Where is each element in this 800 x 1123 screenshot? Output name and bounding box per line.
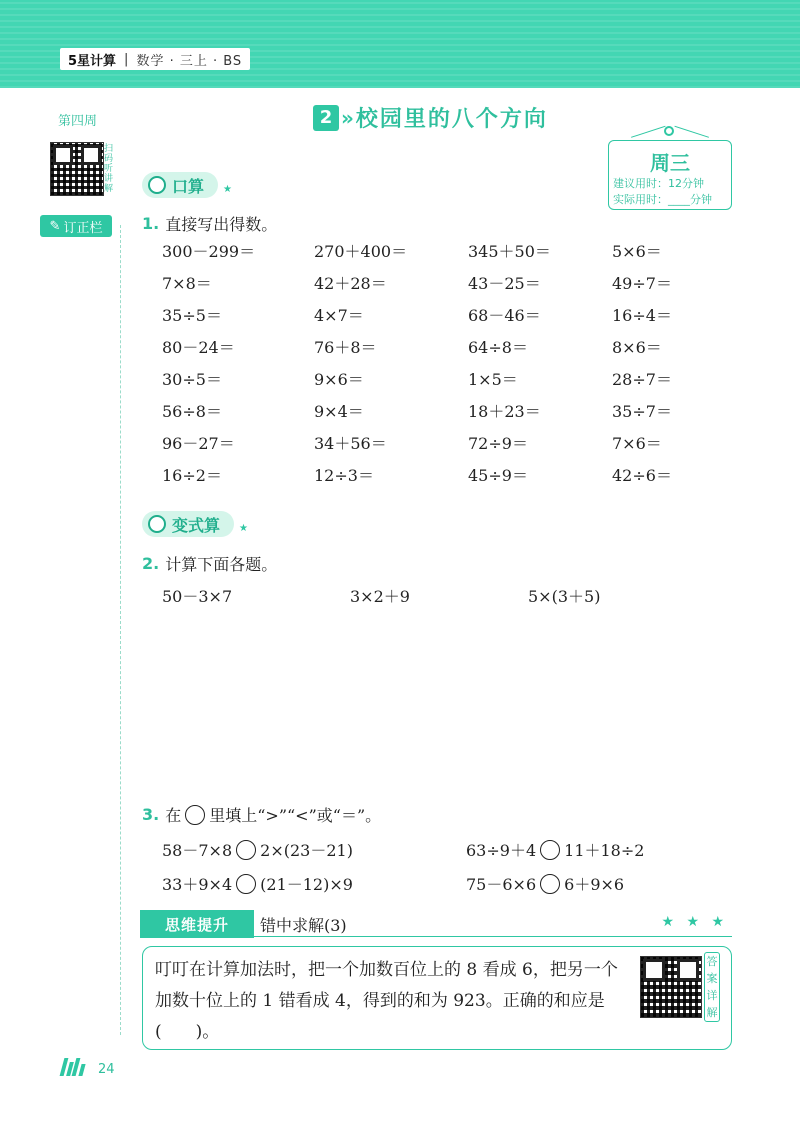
compare-left: 75－6×6 (466, 875, 537, 894)
compare-right: (21－12)×9 (260, 875, 353, 894)
oral-item: 5×6＝ (612, 242, 662, 261)
question-prompt: 直接写出得数。 (165, 215, 278, 234)
question-2-head (142, 552, 277, 575)
star-icon: ★ (239, 523, 249, 534)
oral-grid (162, 241, 722, 487)
correction-text: 订正栏 (63, 220, 103, 236)
question-prompt: 里填上“>”“<”或“＝”。 (209, 806, 382, 825)
section-badge-oral (142, 172, 233, 198)
oral-item: 8×6＝ (612, 338, 662, 357)
section-title: 口算 (172, 176, 205, 196)
oral-item: 42＋28＝ (314, 274, 387, 293)
oral-item: 34＋56＝ (314, 434, 387, 453)
day-card (608, 140, 732, 210)
answer-detail-tag: 答案详解 (704, 952, 720, 1022)
qr-code-icon[interactable] (640, 956, 702, 1018)
oral-item: 42÷6＝ (612, 466, 672, 485)
book-subtitle: 数学 · 三上 · BS (136, 53, 243, 69)
question-prompt: 在 (165, 806, 182, 825)
header-separator: | (124, 51, 129, 67)
thinking-subtitle: 错中求解(3) (260, 916, 347, 935)
calc-item: 5×(3＋5) (528, 587, 601, 606)
day-name: 周三 (650, 151, 690, 175)
oral-item: 345＋50＝ (468, 242, 551, 261)
oral-item: 1×5＝ (468, 370, 518, 389)
compare-item (162, 872, 353, 895)
star-icon: ★ (223, 184, 233, 195)
compare-right: 2×(23－21) (260, 841, 353, 860)
deco-bar (78, 1064, 85, 1076)
thinking-label: 思维提升 (140, 910, 254, 938)
oral-item: 18＋23＝ (468, 402, 541, 421)
question-number: 3. (142, 805, 160, 824)
oral-item: 56÷8＝ (162, 402, 222, 421)
problem-line: 叮叮在计算加法时，把一个加数百位上的 8 看成 6，把另一个 (155, 960, 618, 980)
week-label: 第四周 (58, 114, 98, 129)
compare-right: 11＋18÷2 (564, 841, 645, 860)
correction-label (40, 215, 112, 237)
oral-item: 30÷5＝ (162, 370, 222, 389)
oral-item: 270＋400＝ (314, 242, 408, 261)
star-rating-icon: ★ ★ ★ (661, 914, 728, 930)
header-band (0, 0, 800, 88)
oral-item: 43－25＝ (468, 274, 541, 293)
oral-item: 9×4＝ (314, 402, 364, 421)
question-number: 2. (142, 554, 160, 573)
oral-item: 28÷7＝ (612, 370, 672, 389)
compare-right: 6＋9×6 (564, 875, 625, 894)
oral-item: 16÷2＝ (162, 466, 222, 485)
qr-caption: 扫码听讲解 (104, 144, 114, 194)
blank-circle-icon (185, 805, 205, 825)
page-number: 24 (98, 1062, 115, 1077)
compare-blank[interactable] (540, 840, 560, 860)
pencil-icon: ✎ (49, 218, 61, 234)
lesson-title-text: 校园里的八个方向 (355, 107, 548, 132)
oral-item: 16÷4＝ (612, 306, 672, 325)
section-title: 变式算 (172, 515, 221, 535)
timer-icon (148, 176, 166, 194)
target-icon (148, 515, 166, 533)
qr-code-icon[interactable] (50, 142, 104, 196)
chevron-right-icon: » (341, 105, 354, 130)
compare-blank[interactable] (236, 840, 256, 860)
question-1-head (142, 212, 277, 235)
question-3-head (142, 803, 381, 826)
oral-item: 300－299＝ (162, 242, 256, 261)
lesson-title (313, 102, 548, 133)
compare-item (466, 872, 624, 895)
calc-item: 3×2＋9 (350, 587, 410, 606)
section-badge-variant (142, 511, 249, 537)
calc-item: 50－3×7 (162, 587, 233, 606)
oral-item: 45÷9＝ (468, 466, 528, 485)
problem-line: 加数十位上的 1 错看成 4，得到的和为 923。正确的和应是 (155, 991, 605, 1011)
suggested-time: 建议用时：12分钟 (613, 177, 704, 190)
oral-item: 9×6＝ (314, 370, 364, 389)
oral-item: 35÷5＝ (162, 306, 222, 325)
oral-item: 96－27＝ (162, 434, 235, 453)
question-prompt: 计算下面各题。 (165, 555, 278, 574)
margin-divider (120, 225, 121, 1035)
oral-item: 64÷8＝ (468, 338, 528, 357)
compare-left: 58－7×8 (162, 841, 233, 860)
thinking-underline (254, 936, 732, 937)
oral-item: 7×6＝ (612, 434, 662, 453)
oral-item: 12÷3＝ (314, 466, 374, 485)
compare-left: 63÷9＋4 (466, 841, 537, 860)
oral-item: 68－46＝ (468, 306, 541, 325)
oral-item: 4×7＝ (314, 306, 364, 325)
compare-item (162, 838, 353, 861)
compare-item (466, 838, 644, 861)
oral-item: 35÷7＝ (612, 402, 672, 421)
actual-time: 实际用时：____分钟 (613, 193, 712, 206)
oral-item: 80－24＝ (162, 338, 235, 357)
page-decoration-icon (62, 1058, 84, 1076)
oral-item: 72÷9＝ (468, 434, 528, 453)
oral-item: 49÷7＝ (612, 274, 672, 293)
compare-blank[interactable] (236, 874, 256, 894)
question-number: 1. (142, 214, 160, 233)
compare-blank[interactable] (540, 874, 560, 894)
book-brand: 5星计算 (68, 53, 117, 69)
thinking-header (140, 910, 732, 938)
oral-item: 7×8＝ (162, 274, 212, 293)
compare-left: 33＋9×4 (162, 875, 233, 894)
lesson-number: 2 (313, 105, 339, 131)
problem-line: ( )。 (155, 1022, 220, 1042)
book-tag (60, 48, 250, 70)
pin-icon (664, 126, 674, 136)
oral-item: 76＋8＝ (314, 338, 377, 357)
